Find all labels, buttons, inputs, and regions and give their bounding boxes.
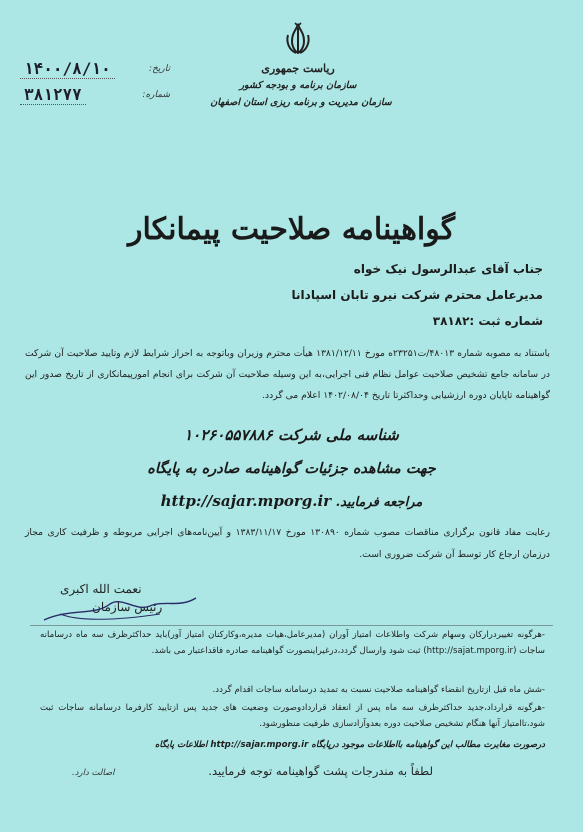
date-row (20, 58, 170, 80)
signatory-name: نعمت الله اکبری (60, 582, 142, 596)
sajar-url-link[interactable]: http://sajar.mporg.ir (160, 492, 332, 510)
number-label: شماره: (142, 90, 170, 100)
regulation-paragraph: رعایت مفاد قانون برگزاری مناقصات مصوب شماره ۱۳۰۸۹۰ مورخ ۱۳۸۳/۱۱/۱۷ و آیین‌نامه‌های اجرایی مربوطه و ظرفیت کاری مجاز درزمان ارجاع کار توسط آن شرکت ضروری است. (25, 527, 550, 560)
note-4: درصورت مغایرت مطالب این گواهینامه بااطلاعات موجود درپایگاه http://sajar.mporg.ir اطلاعات پایگاه (154, 740, 545, 750)
url-line (120, 492, 463, 510)
number-value: ۳۸۱۲۷۷ (20, 85, 86, 105)
body-paragraph: باستناد به مصوبه شماره ۴۸۰۱۳/ت۲۳۲۵۱ه مورخ ۱۳۸۱/۱۲/۱۱ هیأت محترم وزیران وباتوجه به احراز شرایط لازم وتایید صلاحیت آن شرکت در سامانه جامع تشخیص صلاحیت عوامل نظام فنی اجرایی،به این وسیله صلاحیت آن شرکت برای انجام امورپیمانکاری از تاریخ صدور این گواهینامه تاپایان دوره ارزشیابی وحداکثرتا تاریخ ۱۴۰۲/۰۸/۰۴ اعلام می گردد. (25, 348, 550, 401)
signature-scribble-icon (40, 590, 200, 626)
org-line-2: سازمان برنامه و بودجه کشور (239, 80, 357, 91)
note-3: -هرگونه قرارداد،جدید حداکثرظرف سه ماه پس از انعقاد قراردادوصورت وضعیت های جدید پس ازتایید کارفرما درسامانه ساجات ثبت شود،تاامتیاز آنها هنگام تشخیص صلاحیت دوره بعدوآزادسازی ظرفیت منظورشود. (40, 703, 545, 729)
details-line: جهت مشاهده جزئیات گواهینامه صادره به پایگاه (147, 460, 436, 477)
recipient-name: جناب آقای عبدالرسول نیک خواه (353, 262, 543, 276)
divider (30, 625, 553, 626)
number-row (20, 84, 170, 106)
date-label: تاریخ: (149, 64, 170, 74)
url-after-text: مراجعه فرمایید. (335, 495, 423, 510)
signatory-position: رئیس سازمان (92, 600, 163, 614)
emblem-icon (283, 22, 313, 56)
note-2: -شش ماه قبل ازتاریخ انقضاء گواهینامه صلاحیت نسبت به تمدید درسامانه ساجات اقدام گردد. (212, 685, 545, 695)
authenticity-stamp: اصالت دارد. (72, 768, 115, 778)
page-title: گواهینامه صلاحیت پیمانکار (127, 212, 456, 247)
org-line-1: ریاست جمهوری (261, 62, 335, 75)
date-value: ۱۴۰۰/۸/۱۰ (20, 59, 115, 79)
national-id-line: شناسه ملی شرکت ۱۰۲۶۰۵۵۷۸۸۶ (184, 426, 399, 444)
org-line-3: سازمان مدیریت و برنامه ریزی استان اصفهان (210, 97, 392, 108)
recipient-position: مدیرعامل محترم شرکت نیرو تابان اسپادانا (291, 288, 543, 302)
registration-number: شماره ثبت :۳۸۱۸۲ (432, 314, 543, 328)
note-1: -هرگونه تغییردرارکان وسهام شرکت واطلاعات امتیاز آوران (مدیرعامل،هیات مدیره،وکارکنان امتیاز آور)باید حداکثرظرف سه ماه درسامانه ساجات (http://sajat.mporg.ir) ثبت شود وارسال گردد،درغیراینصورت گواهینامه صادره فاقداعتبار می باشد. (40, 630, 545, 656)
footer-text: لطفاً به مندرجات پشت گواهینامه توجه فرمایید. (208, 764, 433, 778)
